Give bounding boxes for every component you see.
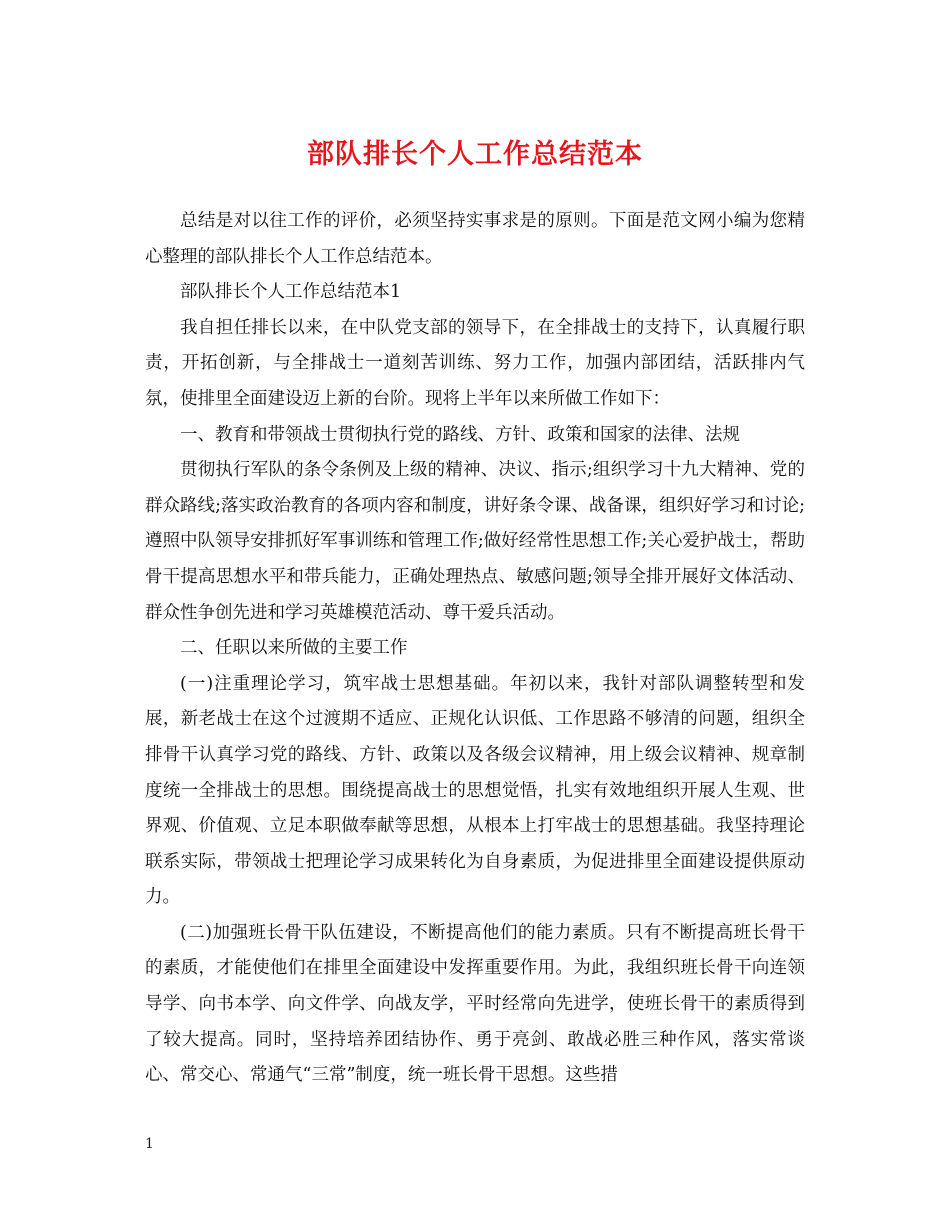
- document-body: [145, 204, 805, 1094]
- paragraph-section-one: 贯彻执行军队的条令条例及上级的精神、决议、指示;组织学习十九大精神、党的群众路线;落实政治教育的各项内容和制度，讲好条令课、战备课，组织好学习和讨论;遵照中队领导安排抓好军事训练和管理工作;做好经常性思想工作;关心爱护战士，帮助骨干提高思想水平和带兵能力，正确处理热点、敏感问题;领导全排开展好文体活动、群众性争创先进和学习英雄模范活动、尊干爱兵活动。: [145, 460, 805, 623]
- paragraph-team-building: (二)加强班长骨干队伍建设，不断提高他们的能力素质。只有不断提高班长骨干的素质，才能使他们在排里全面建设中发挥重要作用。为此，我组织班长骨干向连领导学、向书本学、向文件学、向战友学，平时经常向先进学，使班长骨干的素质得到了较大提高。同时，坚持培养团结协作、勇于亮剑、敢战必胜三种作风，落实常谈心、常交心、常通气“三常”制度，统一班长骨干思想。这些措: [145, 922, 805, 1086]
- section-heading-one: 一、教育和带领战士贯彻执行党的路线、方针、政策和国家的法律、法规: [180, 424, 740, 445]
- document-title: 部队排长个人工作总结范本: [307, 139, 643, 170]
- paragraph-theory-study: (一)注重理论学习，筑牢战士思想基础。年初以来，我针对部队调整转型和发展，新老战士在这个过渡期不适应、正规化认识低、工作思路不够清的问题，组织全排骨干认真学习党的路线、方针、政策以及各级会议精神，用上级会议精神、规章制度统一全排战士的思想。围绕提高战士的思想觉悟，扎实有效地组织开展人生观、世界观、价值观、立足本职做奉献等思想，从根本上打牢战士的思想基础。我坚持理论联系实际，带领战士把理论学习成果转化为自身素质，为促进排里全面建设提供原动力。: [145, 673, 805, 908]
- section-heading-two: 二、任职以来所做的主要工作: [180, 638, 408, 659]
- paragraph-opening: 我自担任排长以来，在中队党支部的领导下，在全排战士的支持下，认真履行职责，开拓创新，与全排战士一道刻苦训练、努力工作，加强内部团结，活跃排内气氛，使排里全面建设迈上新的台阶。现将上半年以来所做工作如下：: [145, 317, 805, 409]
- paragraph-intro: 总结是对以往工作的评价，必须坚持实事求是的原则。下面是范文网小编为您精心整理的部队排长个人工作总结范本。: [145, 211, 805, 267]
- page-number: 1: [145, 1136, 154, 1152]
- paragraph-subtitle: 部队排长个人工作总结范本1: [180, 282, 402, 303]
